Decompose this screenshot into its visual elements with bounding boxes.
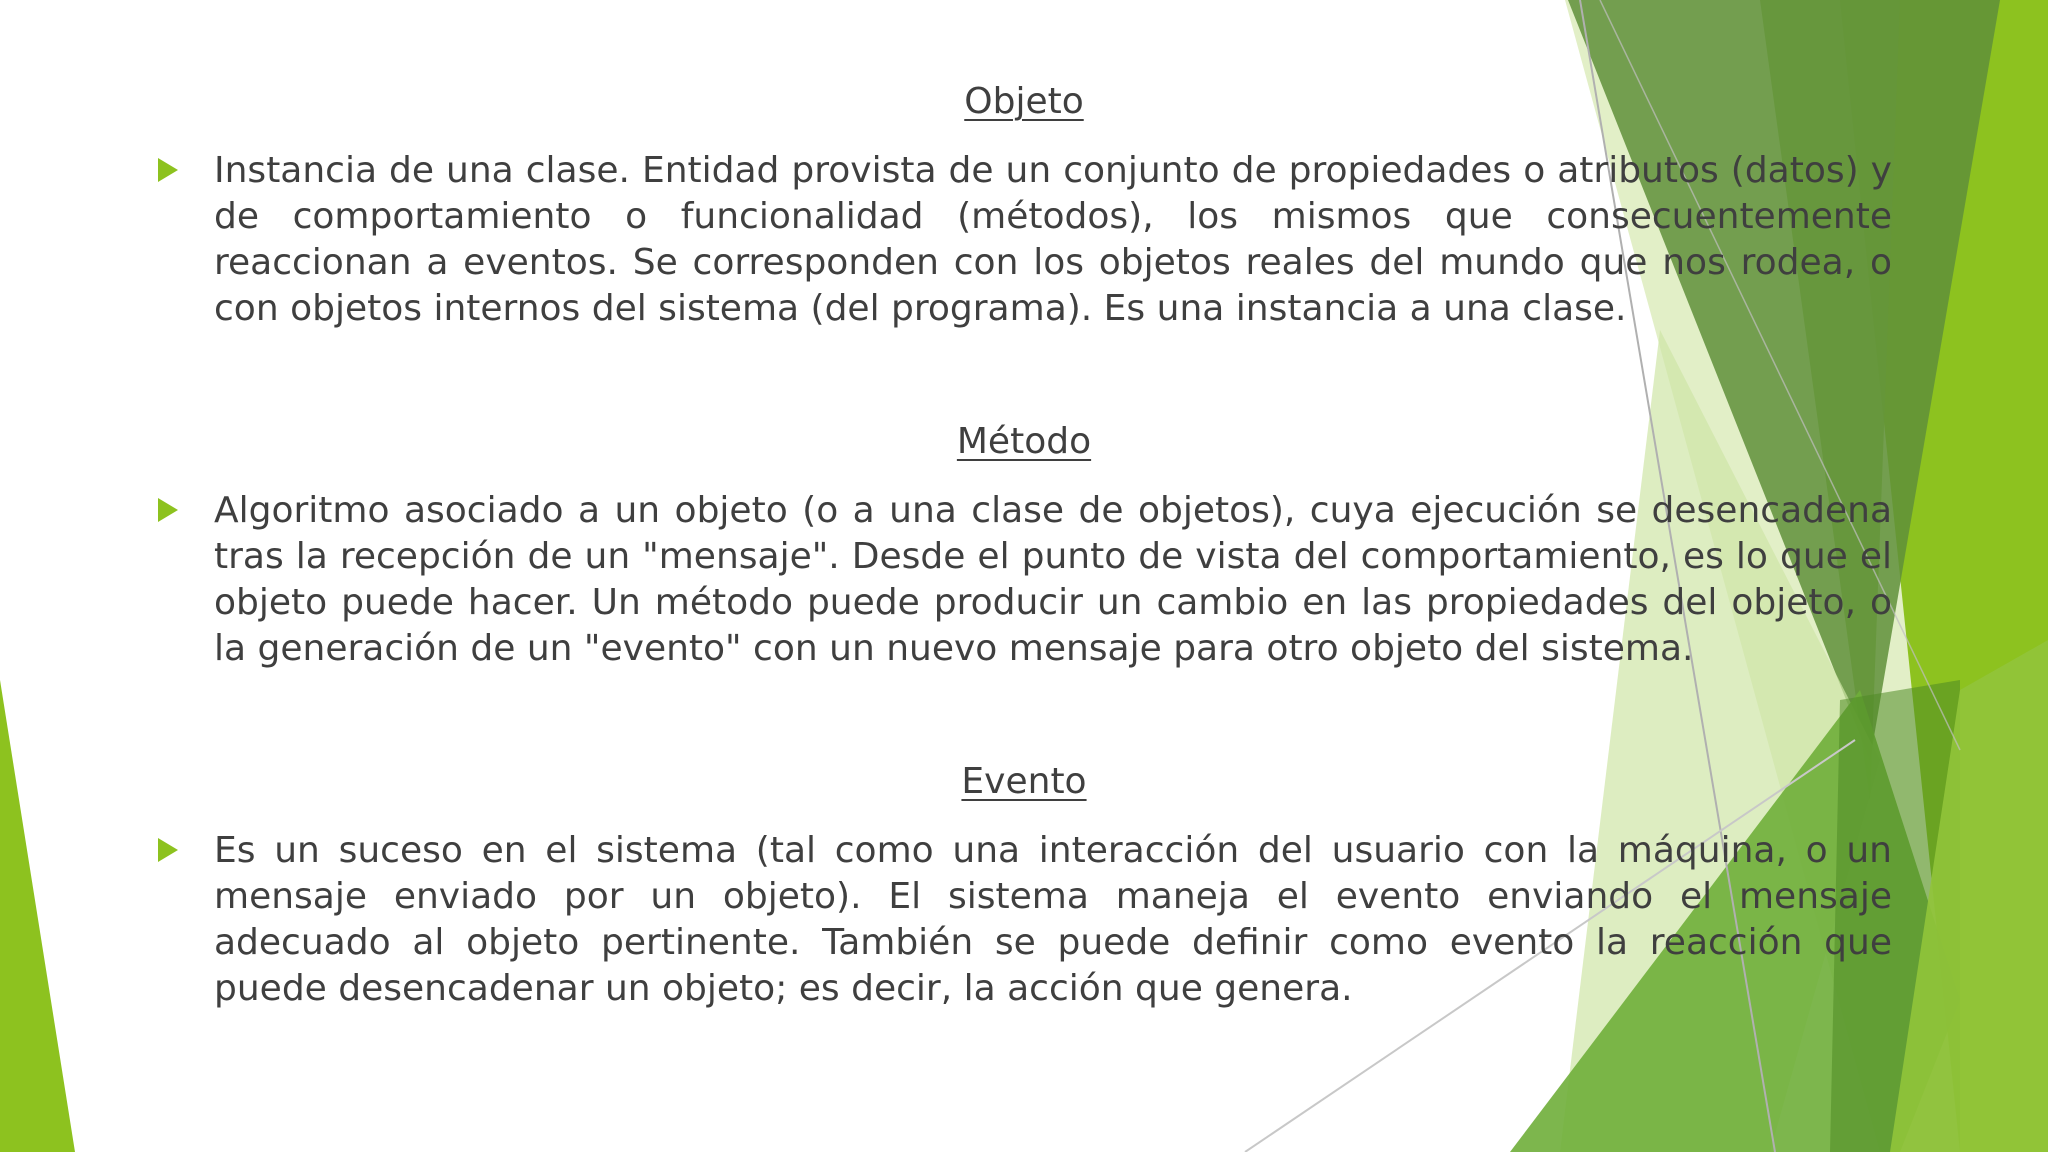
heading-objeto: Objeto	[964, 81, 1084, 122]
bullet-text-objeto: Instancia de una clase. Entidad provista de un conjunto de propiedades o atributos (datos) y de comportamiento o funcionalidad (métodos), los mismos que consecuentemente reaccionan a eventos. Se corresponden con los objetos reales del mundo que nos rodea, o con objetos internos del sistema (del programa). Es una instancia a una clase.	[214, 150, 1892, 329]
bullet-text-evento: Es un suceso en el sistema (tal como una interacción del usuario con la máquina, o un mensaje enviado por un objeto). El sistema maneja el evento enviando el mensaje adecuado al objeto pertinente. También se puede definir como evento la reacción que puede desencadenar un objeto; es decir, la acción que genera.	[214, 830, 1892, 1009]
bullet-triangle-icon	[158, 158, 178, 182]
heading-evento: Evento	[961, 761, 1087, 802]
heading-metodo: Método	[956, 421, 1092, 462]
bullet-triangle-icon	[158, 838, 178, 862]
bullet-triangle-icon	[158, 498, 178, 522]
bullet-text-metodo: Algoritmo asociado a un objeto (o a una clase de objetos), cuya ejecución se desencadena tras la recepción de un "mensaje". Desde el punto de vista del comportamiento, es lo que el objeto puede hacer. Un método puede producir un cambio en las propiedades del objeto, o la generación de un "evento" con un nuevo mensaje para otro objeto del sistema.	[214, 490, 1892, 669]
